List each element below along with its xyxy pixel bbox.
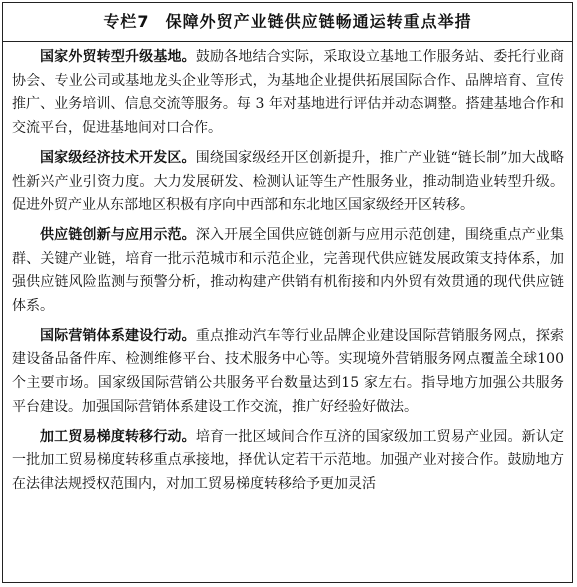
paragraph-heading: 国家级经济技术开发区。: [40, 149, 196, 166]
paragraph-body: 围绕国家级经开区创新提升，推广产业链“链长制”加大战略性新兴产业引资力度。大力发展研发、检测认证等生产性服务业，推动制造业转型升级。促进外贸产业从东部地区积极有序向中西部和东北地区国家级经开区转移。: [12, 149, 564, 214]
paragraph-base: [12, 46, 564, 141]
paragraph-heading: 国际营销体系建设行动。: [40, 327, 196, 344]
paragraph-heading: 加工贸易梯度转移行动。: [40, 428, 196, 445]
column-title: 保障外贸产业链供应链畅通运转重点举措: [165, 12, 472, 31]
paragraph-supply-chain: [12, 224, 564, 319]
paragraph-body: 重点推动汽车等行业品牌企业建设国际营销服务网点，探索建设备品备件库、检测维修平台、技术服务中心等。实现境外营销服务网点覆盖全球100 个主要市场。国家级国际营销公共服务平台数量达到15 家左右。指导地方加强公共服务平台建设。加强国际营销体系建设工作交流，推广好经验好做法。: [12, 327, 565, 415]
paragraph-marketing: [12, 325, 564, 420]
paragraph-dev-zone: [12, 147, 564, 218]
paragraph-heading: 国家外贸转型升级基地。: [40, 49, 196, 65]
paragraph-body: 培育一批区域间合作互济的国家级加工贸易产业园。新认定一批加工贸易梯度转移重点承接地，择优认定若干示范地。加强产业对接合作。鼓励地方在法律法规授权范围内，对加工贸易梯度转移给予更加灵活: [12, 428, 565, 492]
column-title-bar: [3, 3, 572, 42]
paragraph-heading: 供应链创新与应用示范。: [40, 226, 196, 243]
column-label: 专栏7: [103, 12, 150, 31]
paragraph-processing-trade: [12, 426, 564, 497]
paragraph-body: 鼓励各地结合实际，采取设立基地工作服务站、委托行业商协会、专业公司或基地龙头企业等形式，为基地企业提供拓展国际合作、品牌培育、宣传推广、业务培训、信息交流等服务。每 3 年对基地进行评估并动态调整。搭建基地合作和交流平台，促进基地间对口合作。: [12, 49, 565, 137]
column-box: [2, 2, 573, 583]
paragraph-body: 深入开展全国供应链创新与应用示范创建，围绕重点产业集群、关键产业链，培育一批示范城市和示范企业，完善现代供应链发展政策支持体系，加强供应链风险监测与预警分析，推动构建产供销有机衔接和内外贸有效贯通的现代供应链体系。: [12, 226, 565, 315]
column-content: [3, 42, 572, 497]
